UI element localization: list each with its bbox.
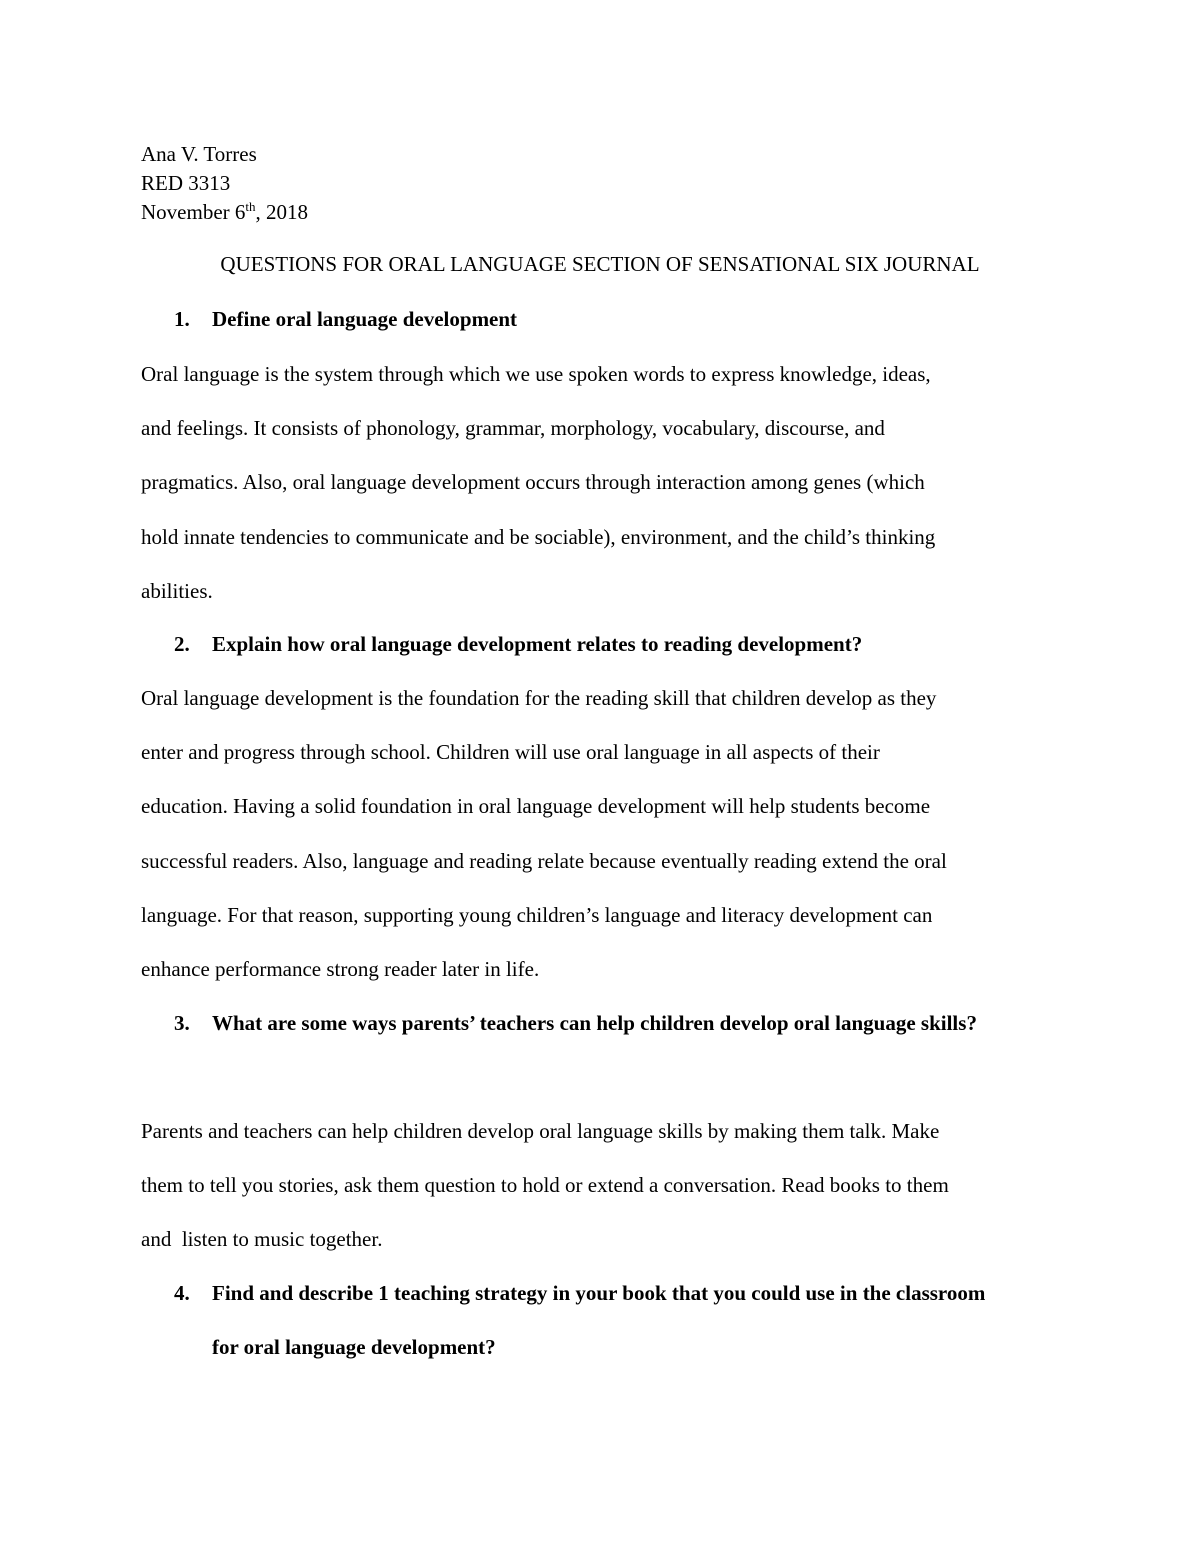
answer-line: Oral language is the system through which we use spoken words to express knowledge, ideas, — [141, 362, 931, 386]
document-date — [141, 198, 308, 227]
answer-line: and listen to music together. — [141, 1227, 383, 1252]
document-title: QUESTIONS FOR ORAL LANGUAGE SECTION OF SENSATIONAL SIX JOURNAL — [220, 252, 980, 276]
answer-line: them to tell you stories, ask them question to hold or extend a conversation. Read books to them — [141, 1173, 949, 1198]
answer-3 — [141, 1104, 1053, 1267]
answer-line: successful readers. Also, language and reading relate because eventually reading extend the oral — [141, 848, 947, 873]
question-2 — [174, 617, 1054, 671]
answer-line: Oral language development is the foundation for the reading skill that children develop as they — [141, 686, 937, 710]
question-text: Explain how oral language development relates to reading development? — [212, 632, 863, 656]
date-ordinal: th — [245, 199, 256, 214]
answer-line: abilities. — [141, 578, 213, 603]
answer-1 — [141, 347, 1053, 618]
answer-line: and feelings. It consists of phonology, grammar, morphology, vocabulary, discourse, and — [141, 416, 885, 441]
answer-line: pragmatics. Also, oral language development occurs through interaction among genes (which — [141, 470, 925, 495]
answer-line: enter and progress through school. Children will use oral language in all aspects of their — [141, 740, 880, 765]
question-text: Find and describe 1 teaching strategy in your book that you could use in the classroom for oral language development? — [212, 1281, 986, 1359]
answer-line: language. For that reason, supporting young children’s language and literacy development can — [141, 902, 933, 927]
author-name: Ana V. Torres — [141, 142, 257, 166]
question-number: 4. — [174, 1281, 190, 1305]
course-code: RED 3313 — [141, 171, 231, 195]
question-number: 2. — [174, 632, 190, 656]
date-main: November 6 — [141, 200, 246, 224]
document-header — [141, 140, 308, 227]
question-3 — [174, 996, 1014, 1050]
question-4 — [174, 1266, 994, 1374]
date-year: , 2018 — [255, 200, 309, 224]
answer-2 — [141, 671, 1053, 996]
question-1 — [174, 292, 1054, 346]
answer-line: Parents and teachers can help children develop oral language skills by making them talk. Make — [141, 1119, 940, 1143]
question-number: 1. — [174, 307, 190, 331]
question-text: What are some ways parents’ teachers can help children develop oral language skills? — [212, 1011, 977, 1035]
answer-line: hold innate tendencies to communicate and be sociable), environment, and the child’s thinking — [141, 524, 936, 549]
question-number: 3. — [174, 1011, 190, 1035]
answer-line: enhance performance strong reader later in life. — [141, 957, 540, 982]
answer-line: education. Having a solid foundation in oral language development will help students become — [141, 794, 931, 819]
question-text: Define oral language development — [212, 307, 518, 331]
